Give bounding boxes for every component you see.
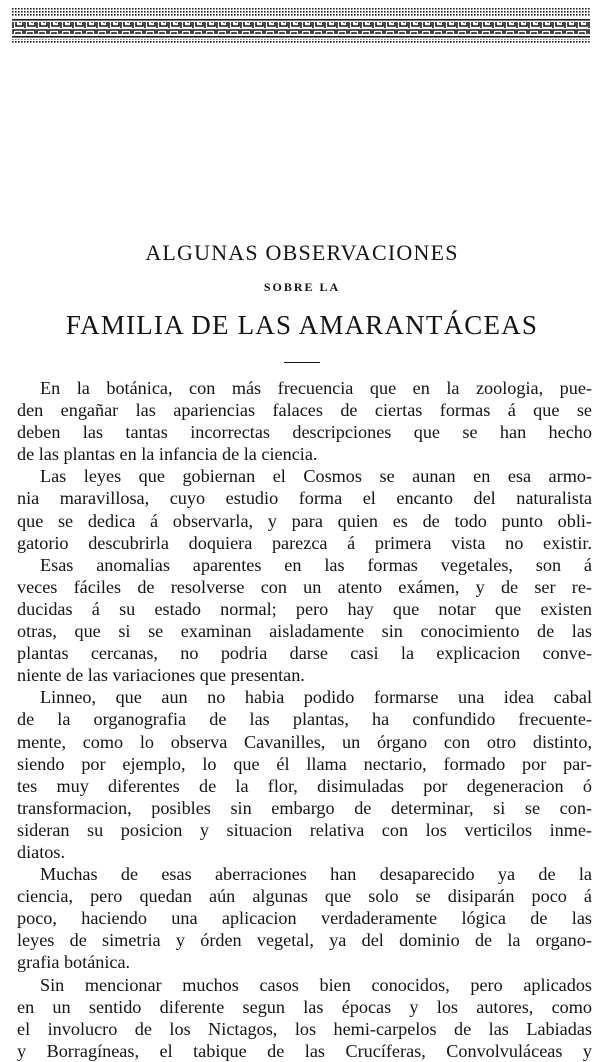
- text-line: sideran su posicion y situacion relativa con los verticilos inme-: [17, 819, 592, 840]
- text-line: nia maravillosa, cuyo estudio forma el encanto del naturalista: [17, 488, 592, 509]
- title-line-2: SOBRE LA: [263, 280, 341, 294]
- text-line: Las leyes que gobiernan el Cosmos se aunan en esa armo-: [40, 466, 592, 487]
- article-body: [17, 377, 592, 1062]
- text-line: Sin mencionar muchos casos bien conocidos, pero aplicados: [40, 974, 592, 995]
- text-line: niente de las variaciones que presentan.: [17, 665, 305, 686]
- text-line: el involucro de los Nictagos, los hemi-carpelos de las Labiadas: [17, 1018, 592, 1039]
- text-line: ciencia, pero quedan aún algunas que solo se disiparán poco á: [17, 886, 592, 907]
- title-line-3: FAMILIA DE LAS AMARANTÁCEAS: [65, 310, 539, 340]
- text-line: Muchas de esas aberraciones han desaparecido ya de la: [40, 864, 592, 885]
- text-line: poco, haciendo una aplicacion verdaderamente lógica de las: [17, 908, 592, 929]
- text-line: En la botánica, con más frecuencia que en la zoologia, pue-: [40, 378, 592, 398]
- text-line: tes muy diferentes de la flor, disimuladas por degeneracion ó: [17, 775, 592, 796]
- text-line: de la organografia de las plantas, ha confundido frecuente-: [17, 709, 592, 730]
- article-title-block: [0, 238, 604, 363]
- text-line: mente, como lo observa Cavanilles, un órgano con otro distinto,: [17, 731, 592, 752]
- text-line: leyes de simetria y órden vegetal, ya del dominio de la organo-: [17, 930, 592, 951]
- text-line: Esas anomalias aparentes en las formas vegetales, son á: [40, 554, 592, 575]
- text-line: transformacion, posibles sin embargo de determinar, si se con-: [17, 797, 592, 818]
- text-line: plantas cercanas, no podria darse casi la explicacion conve-: [17, 643, 592, 664]
- text-line: y Borragíneas, el tabique de las Crucíferas, Convolvuláceas y: [17, 1040, 592, 1061]
- text-line: den engañar las apariencias falaces de ciertas formas á que se: [17, 400, 592, 421]
- title-line-1: ALGUNAS OBSERVACIONES: [145, 240, 459, 265]
- text-line: deben las tantas incorrectas descripciones que se han hecho: [17, 422, 592, 443]
- text-line: otras, que si se examinan aisladamente sin conocimiento de las: [17, 621, 592, 642]
- greek-key-border-icon: [12, 5, 590, 45]
- text-line: siendo por ejemplo, lo que él llama nectario, formado por par-: [17, 753, 592, 774]
- text-line: ducidas á su estado normal; pero hay que notar que existen: [17, 598, 592, 619]
- text-line: grafia botánica.: [17, 952, 131, 973]
- title-divider: [284, 362, 320, 363]
- text-line: en un sentido diferente segun las épocas y los autores, como: [17, 996, 592, 1017]
- text-line: gatorio descubrirla doquiera parezca á primera vista no existir.: [17, 532, 592, 553]
- text-line: de las plantas en la infancia de la ciencia.: [17, 444, 318, 465]
- text-line: Linneo, que aun no habia podido formarse una idea cabal: [40, 687, 592, 708]
- text-line: que se dedica á observarla, y para quien es de todo punto obli-: [17, 510, 592, 531]
- text-line: diatos.: [17, 841, 65, 862]
- text-line: veces fáciles de resolverse con un atento exámen, y de ser re-: [17, 576, 592, 597]
